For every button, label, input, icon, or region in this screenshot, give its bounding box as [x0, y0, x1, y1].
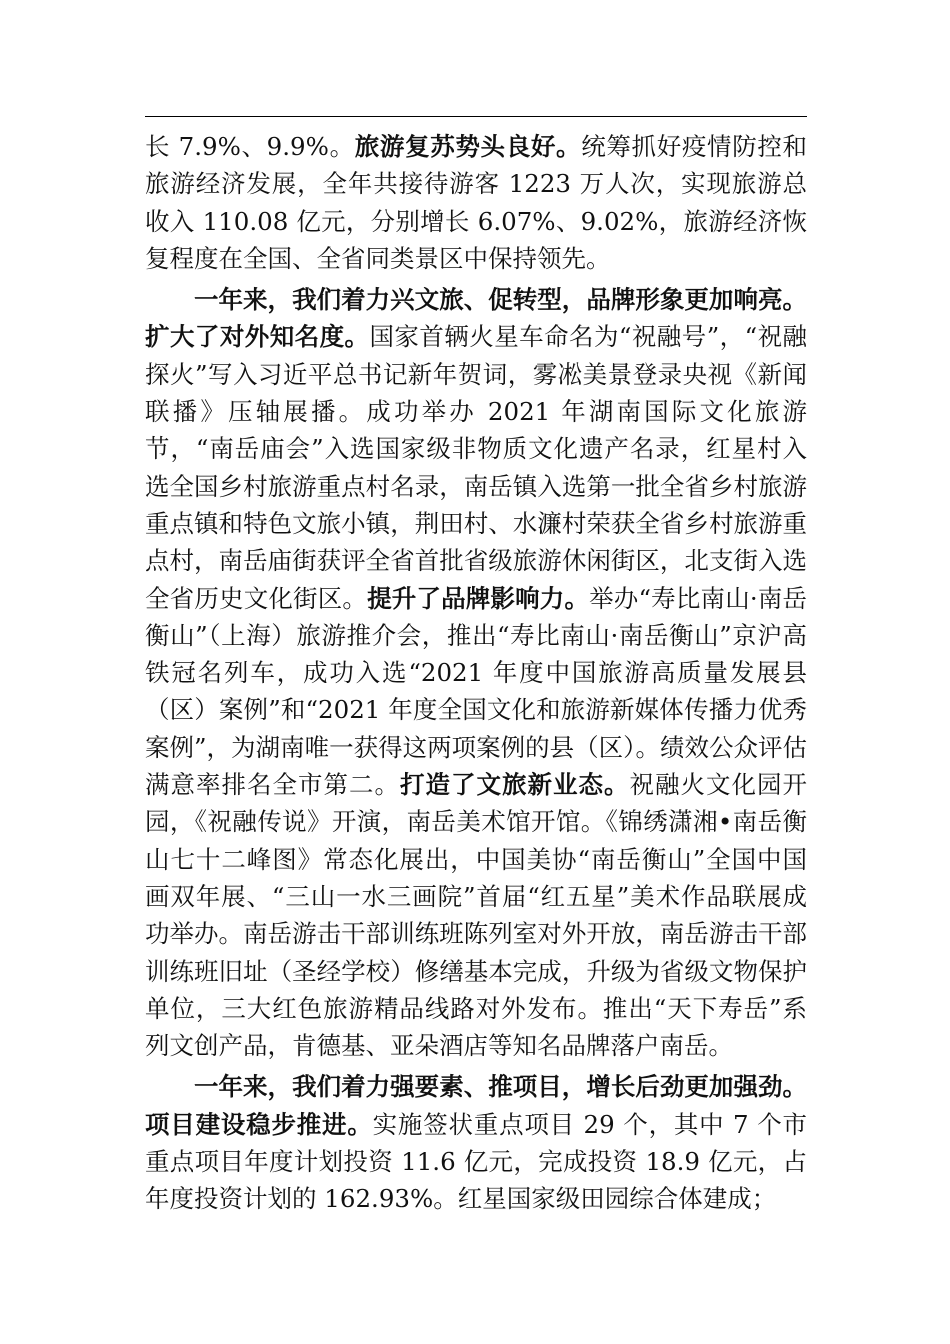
- bold-heading-run: 一年来，我们着力强要素、推项目，增长后劲更加强劲。项目建设稳步推进。: [145, 1072, 807, 1139]
- bold-heading-run: 旅游复苏势头良好。: [354, 132, 582, 161]
- text-run: 统筹抓好疫情防控和旅游经济发展，全年共接待游客 1223 万人次，实现旅游总收入 110.08 亿元，分别增长 6.07%、9.02%，旅游经济恢复程度在全国、全省同类景区中保持领先。: [145, 132, 808, 273]
- text-run: 实施签状重点项目 29 个，其中 7 个市重点项目年度计划投资 11.6 亿元，完成投资 18.9 亿元，占年度投资计划的 162.93%。红星国家级田园综合体建成；: [145, 1109, 807, 1214]
- paragraph-2: [145, 281, 807, 1064]
- bold-heading-run: 提升了品牌影响力。: [367, 583, 590, 613]
- paragraph-1: [145, 128, 807, 277]
- text-run: 长 7.9%、9.9%。: [145, 132, 355, 161]
- document-body: [145, 128, 807, 1218]
- bold-heading-run: 一年来，我们着力兴文旅、促转型，品牌形象更加响亮。扩大了对外知名度。: [145, 285, 807, 352]
- text-run: 国家首辆火星车命名为“祝融号”，“祝融探火”写入习近平总书记新年贺词，雾凇美景登录央视《新闻联播》压轴展播。成功举办 2021 年湖南国际文化旅游节，“南岳庙会”入选国家级非物质文化遗产名录，红星村入选全国乡村旅游重点村名录，南岳镇入选第一批全省乡村旅游重点镇和特色文旅小镇，荆田村、水濂村荣获全省乡村旅游重点村，南岳庙街获评全省首批省级旅游休闲街区，北支街入选全省历史文化街区。: [145, 322, 808, 613]
- paragraph-3: [145, 1068, 807, 1217]
- text-run: 举办“寿比南山·南岳衡山”（上海）旅游推介会，推出“寿比南山·南岳衡山”京沪高铁冠名列车，成功入选“2021 年度中国旅游高质量发展县（区）案例”和“2021 年度全国文化和旅游新媒体传播力优秀案例”，为湖南唯一获得这两项案例的县（区）。绩效公众评估满意率排名全市第二。: [145, 583, 807, 800]
- bold-heading-run: 打造了文旅新业态。: [400, 770, 630, 800]
- header-rule: [145, 116, 807, 117]
- text-run: 祝融火文化园开园，《祝融传说》开演，南岳美术馆开馆。《锦绣潇湘•南岳衡山七十二峰图》常态化展出，中国美协“南岳衡山”全国中国画双年展、“三山一水三画院”首届“红五星”美术作品联展成功举办。南岳游击干部训练班陈列室对外开放，南岳游击干部训练班旧址（圣经学校）修缮基本完成，升级为省级文物保护单位，三大红色旅游精品线路对外发布。推出“天下寿岳”系列文创产品，肯德基、亚朵酒店等知名品牌落户南岳。: [145, 770, 807, 1061]
